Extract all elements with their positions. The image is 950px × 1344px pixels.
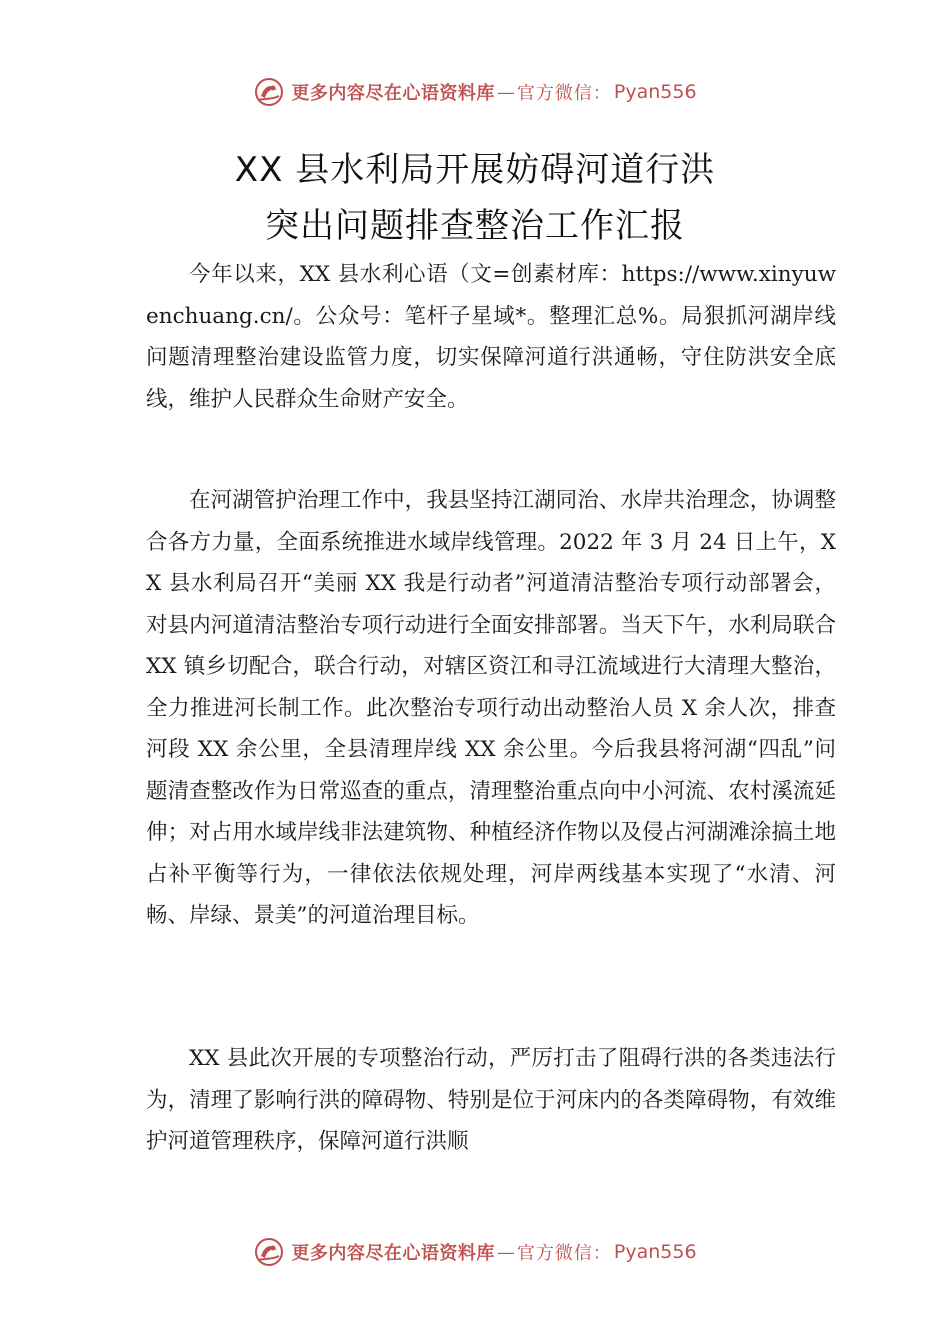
banner-wechat-id: Pyan556	[613, 81, 697, 103]
flower-logo-icon	[253, 76, 285, 108]
body-paragraph-2: 在河湖管护治理工作中，我县坚持江湖同治、水岸共治理念，协调整合各方力量，全面系统推进水域岸线管理。2022 年 3 月 24 日上午，XX 县水利局召开“美丽 XX 我是行动者”河道清洁整治专项行动部署会，对县内河道清洁整治专项行动进行全面安排部署。当天下午，水利局联合 XX 镇乡切配合，联合行动，对辖区资江和寻江流域进行大清理大整治，全力推进河长制工作。此次整治专项行动出动整治人员 X 余人次，排查河段 XX 余公里，全县清理岸线 XX 余公里。今后我县将河湖“四乱”问题清查整改作为日常巡查的重点，清理整治重点向中小河流、农村溪流延伸；对占用水域岸线非法建筑物、种植经济作物以及侵占河湖滩涂搞土地占补平衡等行为，一律依法依规处理，河岸两线基本实现了“水清、河畅、岸绿、景美”的河道治理目标。	[146, 488, 836, 928]
document-title-line-2: 突出问题排查整治工作汇报	[265, 206, 685, 246]
body-paragraph-1: 今年以来，XX 县水利心语（文=创素材库：https://www.xinyuwenchuang.cn/。公众号：笔杆子星域*。整理汇总%。局狠抓河湖岸线问题清理整治建设监管力度，切实保障河道行洪通畅，守住防洪安全底线，维护人民群众生命财产安全。	[146, 262, 836, 412]
banner-wechat-label: 官方微信：	[516, 83, 612, 104]
banner-main-text: 更多内容尽在心语资料库	[291, 83, 495, 104]
document-title-line-1: XX 县水利局开展妨碍河道行洪	[234, 150, 716, 190]
footer-banner	[0, 1232, 950, 1272]
flower-logo-icon	[253, 1236, 285, 1268]
banner-wechat-label: 官方微信：	[516, 1243, 612, 1264]
banner-wechat-id: Pyan556	[613, 1241, 697, 1263]
header-banner	[0, 72, 950, 112]
body-paragraph-3: XX 县此次开展的专项整治行动，严厉打击了阻碍行洪的各类违法行为，清理了影响行洪的障碍物、特别是位于河床内的各类障碍物，有效维护河道管理秩序，保障河道行洪顺	[146, 1046, 836, 1154]
banner-main-text: 更多内容尽在心语资料库	[291, 1243, 495, 1264]
banner-dash: —	[496, 1241, 515, 1263]
banner-dash: —	[496, 81, 515, 103]
